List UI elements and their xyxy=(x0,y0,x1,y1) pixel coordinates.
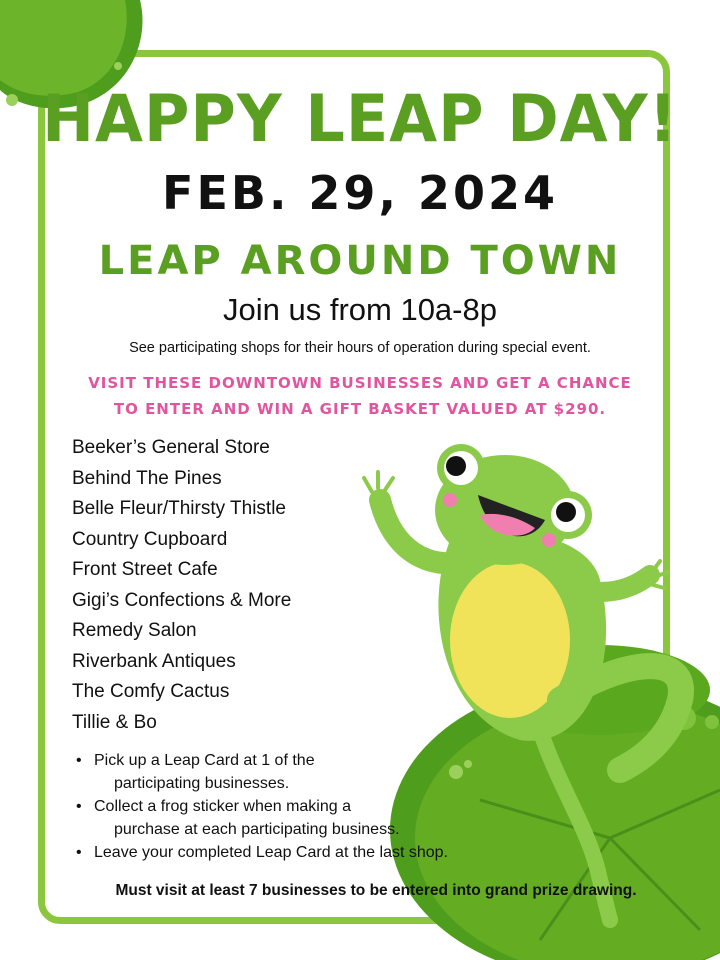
hours-note: See participating shops for their hours of operation during special event. xyxy=(129,340,591,356)
instruction-item xyxy=(76,749,448,795)
requirement-text: Must visit at least 7 businesses to be entered into grand prize drawing. xyxy=(115,882,637,899)
event-date: FEB. 29, 2024 xyxy=(162,166,558,220)
instruction-text: Leave your completed Leap Card at the last shop. xyxy=(94,844,448,861)
instruction-text: Collect a frog sticker when making a xyxy=(94,798,351,815)
list-item: Belle Fleur/Thirsty Thistle xyxy=(72,498,286,519)
business-list xyxy=(72,433,291,738)
list-item: Remedy Salon xyxy=(72,620,197,641)
instruction-item xyxy=(76,841,448,864)
promo-line-2: TO ENTER AND WIN A GIFT BASKET VALUED AT $290. xyxy=(113,400,607,418)
instruction-text: Pick up a Leap Card at 1 of the xyxy=(94,752,315,769)
instruction-item xyxy=(76,795,448,841)
list-item: Gigi’s Confections & More xyxy=(72,589,292,611)
list-item: Beeker’s General Store xyxy=(72,437,270,458)
instruction-text: participating businesses. xyxy=(114,775,290,792)
list-item: Riverbank Antiques xyxy=(72,650,236,672)
instructions-list xyxy=(76,749,448,864)
promo-line-1: VISIT THESE DOWNTOWN BUSINESSES AND GET A CHANCE xyxy=(88,374,632,392)
list-item: Country Cupboard xyxy=(72,528,228,550)
event-subtitle: LEAP AROUND TOWN xyxy=(98,238,622,284)
instruction-text: purchase at each participating business. xyxy=(114,821,400,838)
list-item: Behind The Pines xyxy=(72,467,222,489)
page-title: HAPPY LEAP DAY! xyxy=(42,80,678,157)
list-item: Front Street Cafe xyxy=(72,559,218,580)
list-item: The Comfy Cactus xyxy=(72,681,230,702)
list-item: Tillie & Bo xyxy=(72,711,157,733)
event-hours: Join us from 10a-8p xyxy=(223,292,497,327)
